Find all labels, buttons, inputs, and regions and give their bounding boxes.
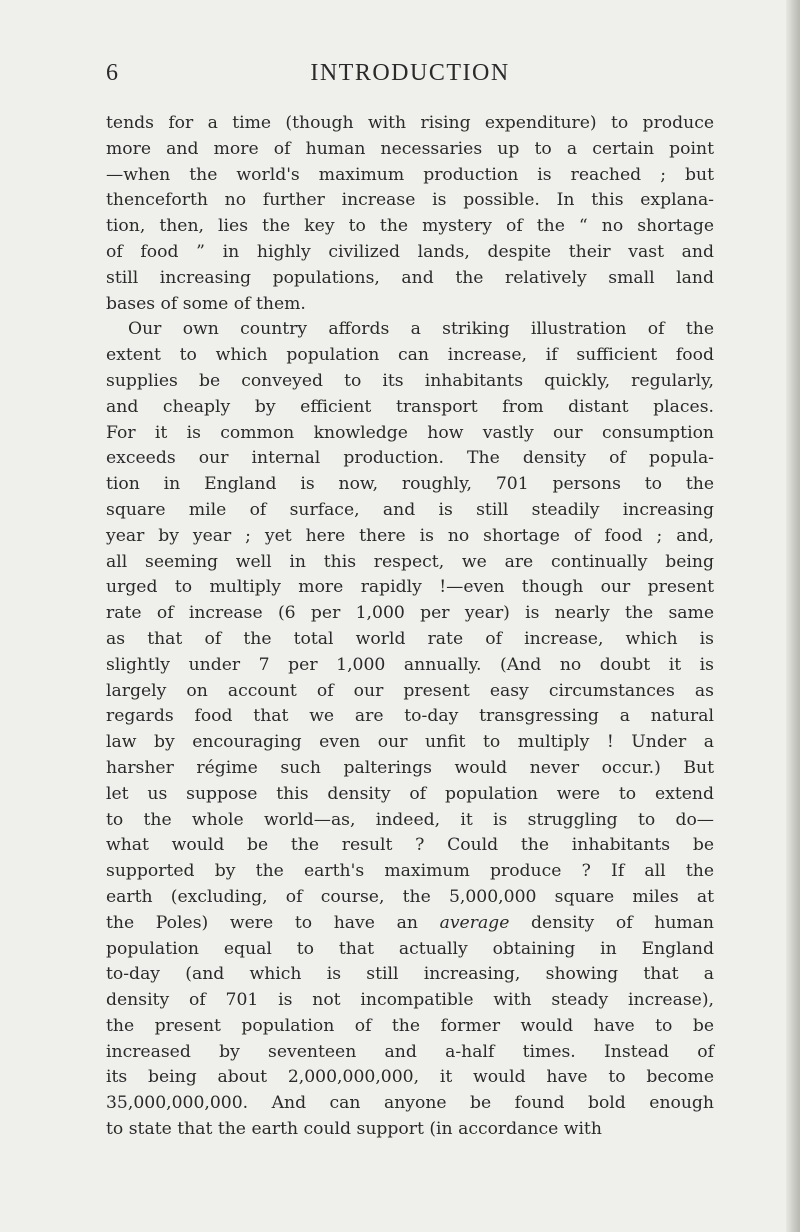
text-line-end: density of human (531, 912, 714, 933)
text-line: tion, then, lies the key to the mystery of the “ no shortage (106, 216, 714, 237)
text-line: supported by the earth's maximum produce ? If all the (106, 861, 714, 882)
text-line: urged to multiply more rapidly !—even though our present (106, 577, 714, 598)
text-line: rate of increase (6 per 1,000 per year) is nearly the same (106, 603, 714, 624)
text-line: 35,000,000,000. And can anyone be found bold enough (106, 1093, 714, 1114)
text-line: extent to which population can increase, if sufficient food (106, 345, 714, 366)
text-line: regards food that we are to-day transgressing a natural (106, 706, 714, 727)
text-line: thenceforth no further increase is possible. In this explana- (106, 190, 714, 211)
text-line: all seeming well in this respect, we are continually being (106, 551, 714, 572)
body-text (106, 111, 714, 1143)
text-line: law by encouraging even our unfit to multiply ! Under a (106, 732, 714, 753)
text-line: Our own country affords a striking illustration of the (128, 319, 714, 340)
text-line: harsher régime such palterings would never occur.) But (106, 757, 714, 778)
text-line: as that of the total world rate of increase, which is (106, 628, 714, 649)
text-line: what would be the result ? Could the inhabitants be (106, 835, 714, 856)
text-line: let us suppose this density of population were to extend (106, 783, 714, 804)
running-head-title: INTRODUCTION (310, 60, 510, 86)
text-line: largely on account of our present easy circumstances as (106, 680, 714, 701)
text-line: to the whole world—as, indeed, it is struggling to do— (106, 809, 714, 830)
text-line: supplies be conveyed to its inhabitants quickly, regularly, (106, 370, 714, 391)
text-line: density of 701 is not incompatible with steady increase), (106, 990, 714, 1011)
text-line: year by year ; yet here there is no shortage of food ; and, (106, 525, 714, 546)
text-line: population equal to that actually obtaining in England (106, 938, 714, 959)
text-line: its being about 2,000,000,000, it would have to become (106, 1067, 714, 1088)
text-line: to-day (and which is still increasing, showing that a (106, 964, 714, 985)
text-line: bases of some of them. (106, 293, 306, 314)
paragraph (106, 111, 714, 317)
text-line-start: the Poles) were to have an (106, 912, 418, 933)
text-line: earth (excluding, of course, the 5,000,000 square miles at (106, 886, 714, 907)
text-line: still increasing populations, and the relatively small land (106, 267, 714, 288)
text-line: slightly under 7 per 1,000 annually. (And no doubt it is (106, 654, 714, 675)
paragraph (106, 317, 714, 1143)
text-line: —when the world's maximum production is reached ; but (106, 164, 714, 185)
text-line: of food ” in highly civilized lands, despite their vast and (106, 241, 714, 262)
page-header (106, 60, 714, 92)
page-edge-shadow (786, 0, 800, 1232)
text-line: For it is common knowledge how vastly our consumption (106, 422, 714, 443)
italic-word: average (439, 912, 510, 933)
text-line: tion in England is now, roughly, 701 persons to the (106, 474, 714, 495)
text-line: exceeds our internal production. The density of popula- (106, 448, 714, 469)
text-line: to state that the earth could support (in accordance with (106, 1119, 602, 1140)
text-line: more and more of human necessaries up to a certain point (106, 138, 714, 159)
page-number: 6 (106, 60, 120, 86)
text-line: square mile of surface, and is still steadily increasing (106, 499, 714, 520)
text-line: increased by seventeen and a-half times. Instead of (106, 1041, 714, 1062)
text-line: the present population of the former would have to be (106, 1015, 714, 1036)
text-line-with-italic (106, 911, 714, 937)
text-line: and cheaply by efficient transport from distant places. (106, 396, 714, 417)
text-line: tends for a time (though with rising expenditure) to produce (106, 113, 714, 133)
